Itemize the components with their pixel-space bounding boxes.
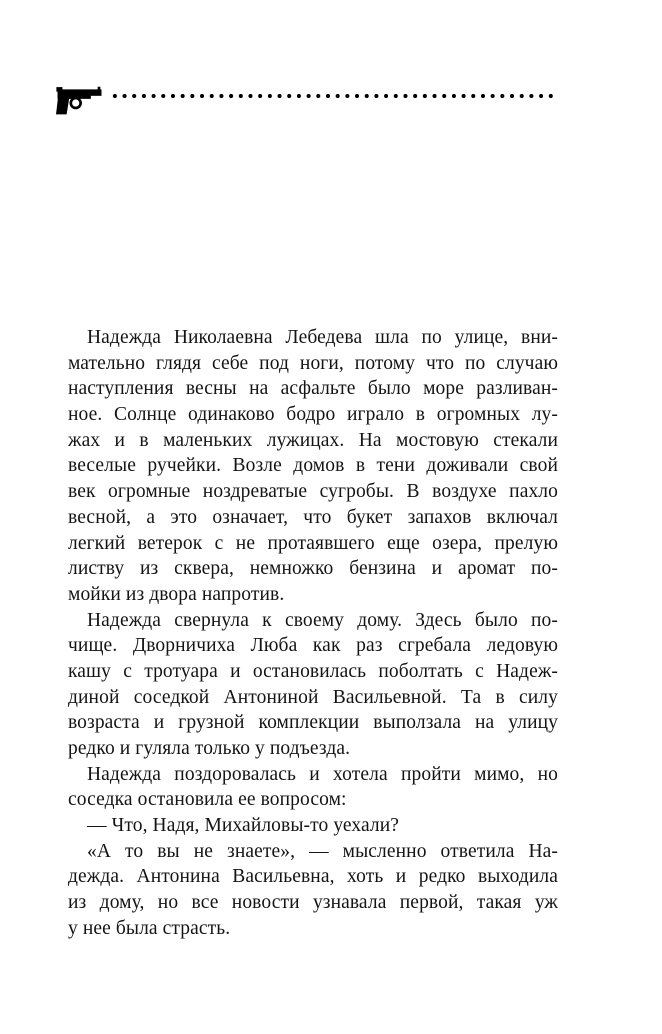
paragraph xyxy=(68,839,558,942)
text-line: кашу с тротуара и остановилась поболтать с Надеж- xyxy=(68,660,558,682)
text-line: веселые ручейки. Возле домов в тени доживали свой xyxy=(68,455,558,477)
text-line: соседка остановила ее вопросом: xyxy=(68,789,347,811)
text-line: Надежда свернула к своему дому. Здесь было по- xyxy=(87,609,558,631)
text-line: весной, а это означает, что букет запахов включал xyxy=(68,506,558,528)
text-line: Надежда Николаевна Лебедева шла по улице, вни- xyxy=(87,327,558,348)
text-line: легкий ветерок с не протаявшего еще озера, прелую xyxy=(68,532,558,554)
text-line: жах и в маленьких лужицах. На мостовую стекали xyxy=(68,429,558,451)
text-line: дежда. Антонина Васильевна, хоть и редко выходила xyxy=(68,866,558,888)
chapter-ornament xyxy=(56,83,558,117)
text-line: «А то вы не знаете», — мысленно ответила На- xyxy=(87,840,558,862)
text-line: из дому, но все новости узнавала первой, такая уж xyxy=(68,892,558,914)
text-line: у нее была страсть. xyxy=(68,917,231,939)
paragraph xyxy=(68,813,558,839)
paragraph xyxy=(68,608,558,762)
text-line: мойки из двора напротив. xyxy=(68,583,285,605)
text-line: мательно глядя себе под ноги, потому что по случаю xyxy=(68,352,558,374)
paragraph xyxy=(68,325,558,608)
text-line: возраста и грузной комплекции выползала на улицу xyxy=(68,712,558,734)
text-line: листву из сквера, немножко бензина и аромат по- xyxy=(68,558,558,580)
pistol-icon xyxy=(56,84,103,116)
text-line: век огромные ноздреватые сугробы. В воздухе пахло xyxy=(68,481,558,503)
text-line: редко и гуляла только у подъезда. xyxy=(68,738,351,759)
text-line: — Что, Надя, Михайловы-то уехали? xyxy=(87,815,400,837)
text-line: чище. Дворничиха Люба как раз сгребала ледовую xyxy=(68,635,558,657)
dotted-line xyxy=(110,93,558,99)
page-text xyxy=(68,325,558,942)
text-line: диной соседкой Антониной Васильевной. Та в силу xyxy=(68,686,558,708)
text-line: Надежда поздоровалась и хотела пройти мимо, но xyxy=(87,763,558,785)
text-line: ное. Солнце одинаково бодро играло в огромных лу- xyxy=(68,404,558,426)
paragraph xyxy=(68,762,558,813)
text-line: наступления весны на асфальте было море разливан- xyxy=(68,378,558,400)
